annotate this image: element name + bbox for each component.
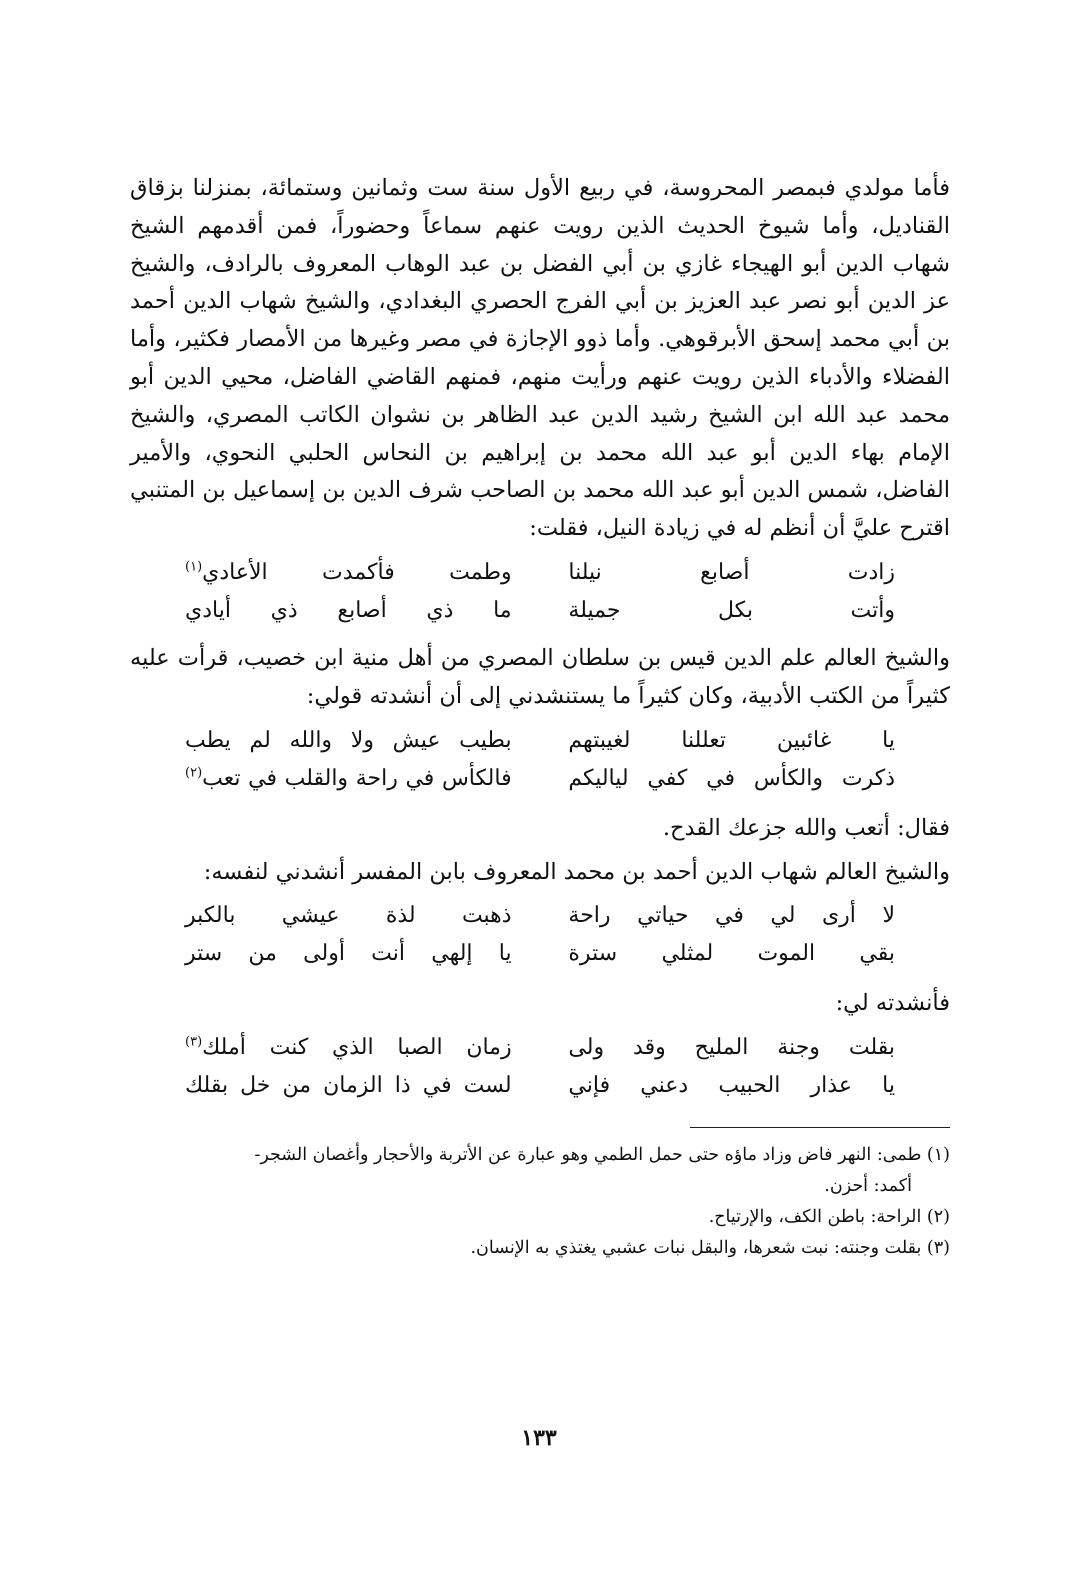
verse: [185, 554, 895, 592]
verse-first-hemistich: بقي الموت لمثلي سترة: [568, 941, 895, 967]
verse-first-hemistich: يا غائبين تعللنا لغيبتهم: [568, 727, 895, 753]
footnote-marker: (٢): [185, 765, 203, 781]
verse-second-hemistich: [185, 554, 512, 592]
page-body: [130, 170, 950, 1264]
verse: [185, 935, 895, 973]
poem-cheek: [130, 1029, 950, 1105]
poem-old-age: [130, 897, 950, 973]
footnote-marker: (٣): [185, 1035, 203, 1051]
hemistich-text: فالكأس في راحة والقلب في تعب: [202, 765, 512, 791]
hemistich-text: زمان الصبا الذي كنت أملك: [202, 1035, 512, 1061]
footnote-separator: [690, 1127, 950, 1128]
verse: [185, 897, 895, 935]
footnote-marker: (١): [185, 559, 203, 575]
verse-first-hemistich: زادت أصابع نيلنا: [568, 559, 895, 585]
footnote-1: (١) طمى: النهر فاض وزاد ماؤه حتى حمل الطمي وهو عبارة عن الأتربة والأحجار وأغصان الشجر-: [254, 1145, 950, 1166]
verse-first-hemistich: وأتت بكل جميلة: [568, 597, 895, 623]
footnote-1-continuation: أكمد: أحزن.: [824, 1176, 912, 1197]
verse: [185, 592, 895, 630]
verse: [185, 760, 895, 798]
verse-second-hemistich: ما ذي أصابع ذي أيادي: [185, 597, 512, 623]
verse: [185, 1029, 895, 1067]
recited-line: فأنشدته لي:: [835, 990, 950, 1017]
paragraph-alam-al-din: والشيخ العالم علم الدين قيس بن سلطان المصري من أهل منية ابن خصيب، قرأت عليه كثيراً من الكتب الأدبية، وكان كثيراً ما يستنشدني إلى أن أنشدته قولي:: [130, 644, 950, 709]
footnote-2: (٢) الراحة: باطن الكف، والإرتياح.: [708, 1207, 950, 1228]
paragraph-birth-and-teachers: فأما مولدي فبمصر المحروسة، في ربيع الأول سنة ست وثمانين وستمائة، بمنزلنا بزقاق القناديل، وأما شيوخ الحديث الذين رويت عنهم سماعاً وحضوراً، فمن أقدمهم الشيخ شهاب الدين أبو الهيجاء غازي بن أبي الفضل بن عبد الوهاب المعروف بالرادف، والشيخ عز الدين أبو نصر عبد العزيز بن أبي الفرج الحصري البغدادي، والشيخ شهاب الدين أحمد بن أبي محمد إسحق الأبرقوهي. وأما ذوو الإجازة في مصر وغيرها من الأمصار فكثير، وأما الفضلاء والأدباء الذين رويت عنهم ورأيت منهم، فمنهم القاضي الفاضل، محيي الدين أبو محمد عبد الله ابن الشيخ رشيد الدين عبد الظاهر بن نشوان الكاتب المصري، والشيخ الإمام بهاء الدين أبو عبد الله محمد بن إبراهيم بن النحاس الحلبي النحوي، والأمير الفاضل، شمس الدين أبو عبد الله محمد بن الصاحب شرف الدين بن إسماعيل بن المتنبي اقترح عليَّ أن أنظم له في زيادة النيل، فقلت:: [130, 175, 950, 542]
verse: [185, 1067, 895, 1105]
verse: [185, 722, 895, 760]
verse-first-hemistich: ذكرت والكأس في كفي لياليكم: [568, 765, 895, 791]
verse-first-hemistich: يا عذار الحبيب دعني فإني: [568, 1073, 895, 1099]
verse-second-hemistich: ذهبت لذة عيشي بالكبر: [185, 903, 512, 929]
verse-second-hemistich: [185, 1029, 512, 1067]
verse-first-hemistich: بقلت وجنة المليح وقد ولى: [568, 1035, 895, 1061]
verse-second-hemistich: بطيب عيش ولا والله لم يطب: [185, 727, 512, 753]
footnotes: [130, 1140, 950, 1264]
poem-nile: [130, 554, 950, 630]
paragraph-ibn-al-mufassir: والشيخ العالم شهاب الدين أحمد بن محمد المعروف بابن المفسر أنشدني لنفسه:: [203, 858, 950, 885]
reply-line: فقال: أتعب والله جزعك القدح.: [662, 814, 950, 841]
footnote-3: (٣) بقلت وجنته: نبت شعرها، والبقل نبات عشبي يغتذي به الإنسان.: [470, 1238, 950, 1259]
verse-second-hemistich: لست في ذا الزمان من خل بقلك: [185, 1073, 512, 1099]
verse-first-hemistich: لا أرى لي في حياتي راحة: [568, 903, 895, 929]
verse-second-hemistich: يا إلهي أنت أولى من ستر: [185, 941, 512, 967]
poem-absent-ones: [130, 722, 950, 798]
verse-second-hemistich: [185, 760, 512, 798]
hemistich-text: وطمت فأكمدت الأعادي: [202, 559, 512, 585]
page-number: ١٣٣: [521, 1425, 557, 1451]
